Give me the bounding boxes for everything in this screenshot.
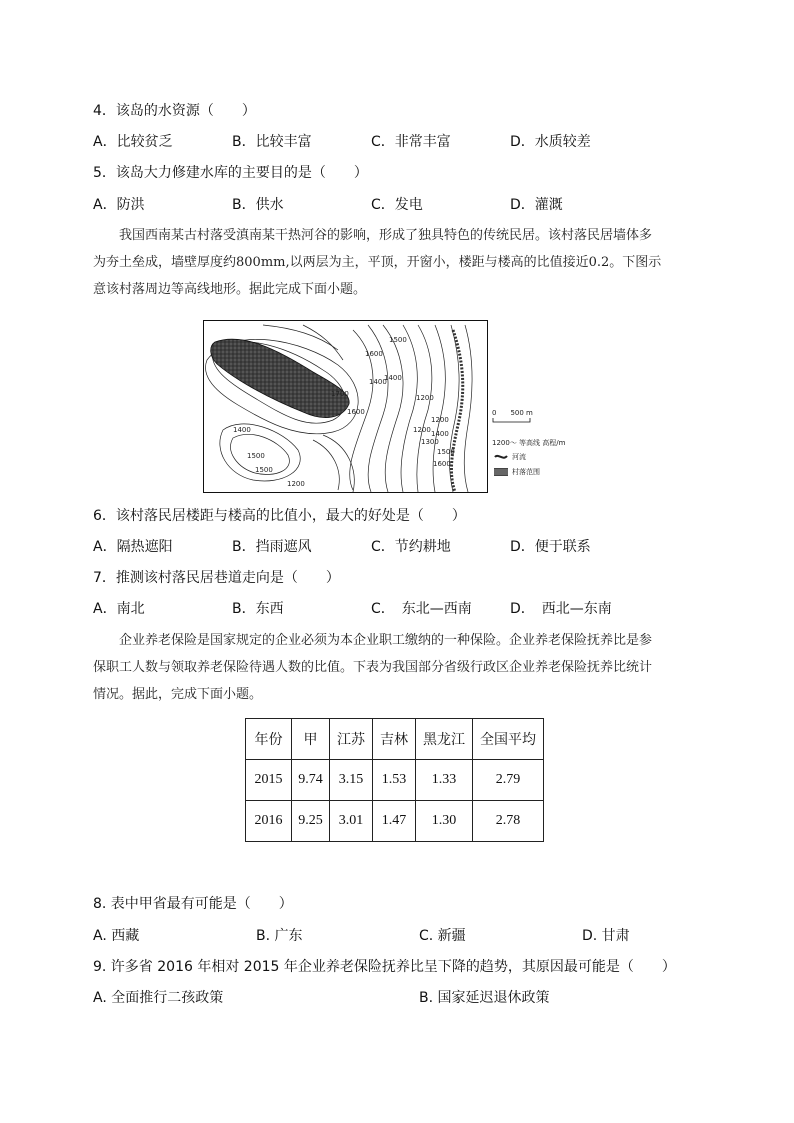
table-cell: 1.53	[373, 760, 416, 801]
table-header-row	[246, 719, 544, 760]
contour-map	[203, 320, 488, 493]
q7-option-d: D． 西北—东南	[510, 601, 612, 617]
contour-label: 1500	[437, 448, 455, 456]
contour-label: 1500	[389, 336, 407, 344]
contour-label: 1200	[287, 480, 305, 488]
q9-option-a: A. 全面推行二孩政策	[93, 990, 224, 1006]
table-header-cell: 甲	[292, 719, 330, 760]
passage-village-line-1: 我国西南某古村落受滇南某干热河谷的影响，形成了独具特色的传统民居。该村落民居墙体多	[119, 228, 653, 243]
q7-option-b: B．东西	[232, 601, 284, 617]
table-row	[246, 801, 544, 842]
contour-label: 1400	[431, 430, 449, 438]
table-row	[246, 760, 544, 801]
contour-label: 1700	[331, 390, 349, 398]
passage-pension-line-2: 保职工人数与领取养老保险待遇人数的比值。下表为我国部分省级行政区企业养老保险抚养比统计	[93, 660, 653, 675]
q5-option-a: A．防洪	[93, 197, 145, 213]
table-cell: 3.15	[330, 760, 373, 801]
contour-label: 1400	[384, 374, 402, 382]
question-7-stem: 7．推测该村落民居巷道走向是（ ）	[93, 570, 340, 586]
question-6-stem: 6．该村落民居楼距与楼高的比值小，最大的好处是（ ）	[93, 508, 466, 524]
village-swatch-icon	[494, 468, 508, 476]
q9-option-b: B. 国家延迟退休政策	[419, 990, 550, 1006]
table-header-cell: 黑龙江	[416, 719, 473, 760]
contour-label: 1300	[421, 438, 439, 446]
passage-pension-line-3: 情况。据此，完成下面小题。	[93, 687, 263, 702]
table-cell: 2015	[246, 760, 292, 801]
table-cell: 1.30	[416, 801, 473, 842]
q7-option-c: C． 东北—西南	[371, 601, 472, 617]
contour-label: 1600	[365, 350, 383, 358]
table-cell: 9.74	[292, 760, 330, 801]
q5-option-c: C．发电	[371, 197, 423, 213]
q6-option-c: C．节约耕地	[371, 539, 451, 555]
contour-label: 1200	[413, 426, 431, 434]
river-swatch-icon	[494, 453, 508, 461]
table-cell: 2.78	[473, 801, 544, 842]
contour-label: 1400	[369, 378, 387, 386]
table-cell: 3.01	[330, 801, 373, 842]
passage-pension-line-1: 企业养老保险是国家规定的企业必须为本企业职工缴纳的一种保险。企业养老保险抚养比是参	[119, 633, 653, 648]
contour-label: 1600	[347, 408, 365, 416]
contour-label: 1600	[433, 460, 451, 468]
q8-option-b: B. 广东	[256, 928, 303, 944]
contour-label: 1200	[431, 416, 449, 424]
q6-option-a: A．隔热遮阳	[93, 539, 173, 555]
table-header-cell: 江苏	[330, 719, 373, 760]
pension-ratio-table	[245, 718, 544, 842]
q5-option-b: B．供水	[232, 197, 284, 213]
passage-pension	[93, 627, 703, 708]
q8-option-a: A. 西藏	[93, 928, 140, 944]
contour-label: 1200	[416, 394, 434, 402]
legend-village: 村落范围	[512, 468, 540, 476]
contour-label: 1500	[255, 466, 273, 474]
q8-option-c: C. 新疆	[419, 928, 466, 944]
question-5-stem: 5．该岛大力修建水库的主要目的是（ ）	[93, 165, 368, 181]
q4-option-a: A．比较贫乏	[93, 134, 173, 150]
table-cell: 2.79	[473, 760, 544, 801]
q8-option-d: D. 甘肃	[582, 928, 630, 944]
q4-option-b: B．比较丰富	[232, 134, 312, 150]
passage-village	[93, 222, 703, 303]
question-8-stem: 8. 表中甲省最有可能是（ ）	[93, 896, 293, 912]
scale-bar-label: 0 500 m	[492, 409, 533, 417]
table-header-cell: 年份	[246, 719, 292, 760]
question-4-stem: 4．该岛的水资源（ ）	[93, 103, 256, 119]
table-cell: 2016	[246, 801, 292, 842]
passage-village-line-3: 意该村落周边等高线地形。据此完成下面小题。	[93, 282, 367, 297]
legend-contour: 1200～ 等高线 高程/m	[492, 439, 566, 447]
map-legend	[492, 408, 612, 488]
q6-option-d: D．便于联系	[510, 539, 591, 555]
contour-label: 1400	[233, 426, 251, 434]
q4-option-c: C．非常丰富	[371, 134, 451, 150]
table-cell: 9.25	[292, 801, 330, 842]
contour-label: 1500	[247, 452, 265, 460]
q5-option-d: D．灌溉	[510, 197, 563, 213]
table-cell: 1.33	[416, 760, 473, 801]
q7-option-a: A．南北	[93, 601, 145, 617]
table-header-cell: 全国平均	[473, 719, 544, 760]
q4-option-d: D．水质较差	[510, 134, 591, 150]
question-9-stem: 9. 许多省 2016 年相对 2015 年企业养老保险抚养比呈下降的趋势，其原因最可能是（ ）	[93, 959, 676, 975]
passage-village-line-2: 为夯土垒成，墙壁厚度约800mm,以两层为主，平顶，开窗小，楼距与楼高的比值接近0.2。下图示	[93, 255, 662, 270]
q6-option-b: B．挡雨遮风	[232, 539, 312, 555]
table-header-cell: 吉林	[373, 719, 416, 760]
scale-bar	[492, 418, 532, 423]
table-cell: 1.47	[373, 801, 416, 842]
legend-river: 河流	[512, 453, 526, 461]
